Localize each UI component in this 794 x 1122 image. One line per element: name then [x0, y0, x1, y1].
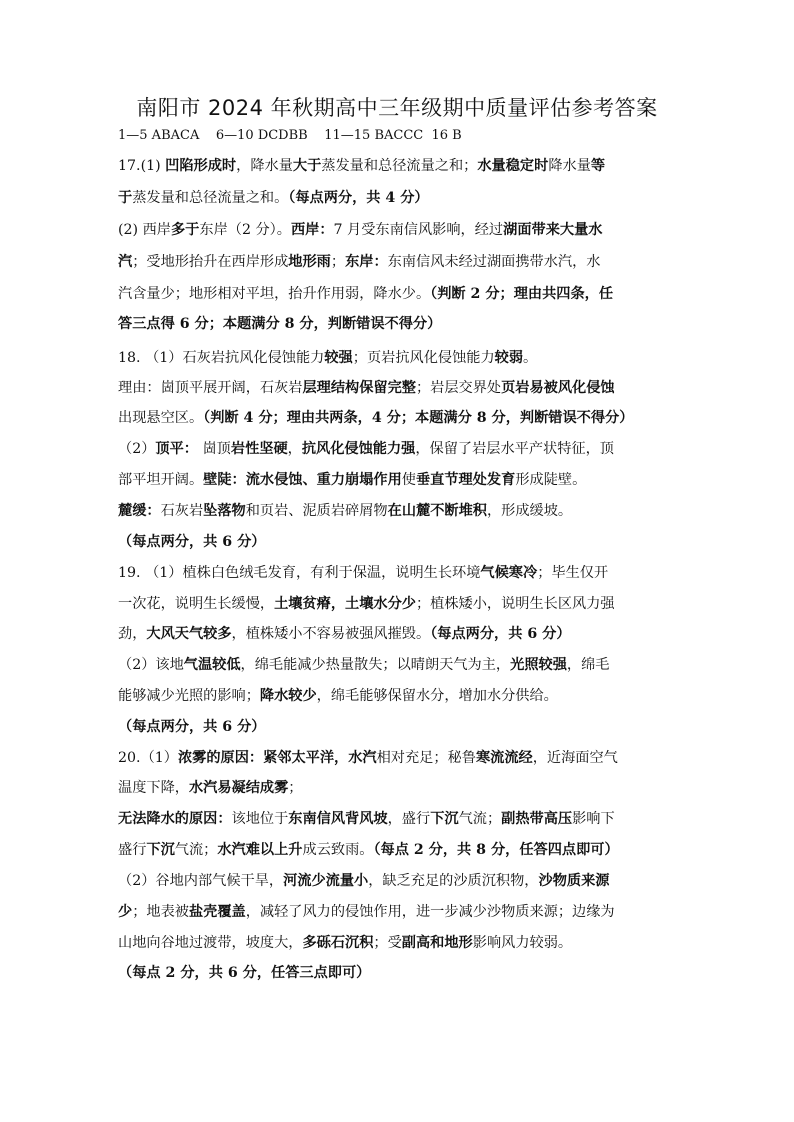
- bold-answer-text: 下沉: [146, 842, 175, 858]
- bold-answer-text: （每点两分，共 6 分）: [430, 626, 571, 642]
- multiple-choice-answers: 1—5 ABACA 6—10 DCDBB 11—15 BACCC 16 B: [118, 128, 462, 143]
- answer-line: [118, 348, 537, 368]
- bold-answer-text: （每点 2 分，共 8 分，任答四点即可）: [373, 842, 619, 858]
- answer-text: 17.(1): [118, 158, 166, 174]
- answer-line: [118, 532, 265, 552]
- answer-text: 理由：崮顶平展开阔，石灰岩: [118, 380, 303, 396]
- bold-answer-text: 少: [118, 904, 133, 920]
- answer-text: 相对充足；秘鲁: [376, 750, 476, 766]
- answer-line: [118, 871, 609, 891]
- answer-line: [118, 408, 633, 428]
- bold-answer-text: 湖面带来大量水: [503, 222, 603, 238]
- bold-answer-text: 较弱: [494, 350, 524, 366]
- answer-line: [118, 220, 602, 240]
- answer-text: 部平坦开阔。: [118, 472, 204, 488]
- answer-line: [118, 156, 605, 176]
- bold-answer-text: 副高和地形: [401, 935, 473, 951]
- answer-text: 影响风力较弱。: [472, 935, 573, 951]
- answer-text: 气流；: [458, 811, 502, 827]
- bold-answer-text: 寒流流经: [475, 750, 533, 766]
- bold-answer-text: 副热带高压: [501, 811, 573, 827]
- answer-text: (2) 西岸: [118, 222, 171, 238]
- bold-answer-text: （每点两分，共 4 分）: [288, 190, 429, 206]
- answer-line: [118, 748, 618, 768]
- answer-text: ；受: [373, 935, 402, 951]
- answer-text: ，植株矮小不容易被强风摧毁。: [231, 626, 431, 642]
- answer-line: [118, 624, 571, 644]
- bold-answer-text: 凹陷形成时: [165, 158, 237, 174]
- bold-answer-text: 多于: [170, 222, 200, 238]
- answer-text: ；受地形抬升在西岸形成: [132, 254, 289, 270]
- bold-answer-text: （判断 4 分；理由共两条，4 分；本题满分 8 分，判断错误不得分）: [203, 410, 634, 426]
- bold-answer-text: （每点两分，共 6 分）: [118, 534, 266, 550]
- bold-answer-text: 壁陡：流水侵蚀、重力崩塌作用: [203, 472, 402, 488]
- bold-answer-text: 地形雨: [288, 254, 331, 270]
- answer-text: ，降水量: [236, 158, 293, 174]
- bold-answer-text: 垂直节理处发育: [415, 472, 516, 488]
- answer-text: 影响下: [572, 811, 615, 827]
- answer-text: ，绵毛能够保留水分，增加水分供给。: [316, 688, 558, 704]
- bold-answer-text: 水汽难以上升: [217, 842, 303, 858]
- answer-text: 降水量: [548, 158, 591, 174]
- bold-answer-text: 无法降水的原因：: [118, 811, 232, 827]
- bold-answer-text: 降水较少: [259, 688, 317, 704]
- answer-text: 汽含量少；地形相对平坦，抬升作用弱，降水少。: [118, 286, 431, 302]
- answer-line: [118, 284, 613, 304]
- bold-answer-text: 气温较低: [183, 657, 241, 673]
- answer-text: ，形成缓坡。: [486, 503, 573, 519]
- answer-text: ；: [330, 254, 346, 270]
- answer-text: 出现悬空区。: [118, 410, 204, 426]
- answer-line: [118, 252, 600, 272]
- bold-answer-text: 在山麓不断堆积: [387, 503, 487, 519]
- bold-answer-text: （判断 2 分；理由共四条，任: [430, 286, 614, 302]
- answer-line: [118, 439, 614, 459]
- bold-answer-text: 坠落物: [203, 503, 246, 519]
- answer-line: [118, 655, 609, 675]
- answer-text: 温度下降，: [118, 780, 189, 796]
- answer-line: [118, 188, 429, 208]
- answer-line: [118, 840, 619, 860]
- answer-text: 山地向谷地过渡带，坡度大，: [118, 935, 303, 951]
- answer-line: [118, 717, 265, 737]
- answer-text: 形成陡壁。: [515, 472, 587, 488]
- answer-text: ，减轻了风力的侵蚀作用，进一步减少沙物质来源；边缘为: [245, 904, 615, 920]
- bold-answer-text: 等: [590, 158, 606, 174]
- answer-text: 。: [523, 350, 538, 366]
- answer-text: 劲，: [118, 626, 147, 642]
- bold-answer-text: 大风天气较多: [146, 626, 232, 642]
- answer-line: [118, 933, 572, 953]
- answer-text: 东南信风未经过湖面携带水汽，水: [387, 254, 601, 270]
- bold-answer-text: 顶平：: [155, 441, 198, 457]
- answer-text: 和页岩、泥质岩碎屑物: [245, 503, 388, 519]
- bold-answer-text: 层理结构保留完整: [302, 380, 416, 396]
- bold-answer-text: （每点 2 分，共 6 分，任答三点即可）: [118, 965, 371, 981]
- answer-text: ，绵毛: [566, 657, 610, 673]
- answer-text: （2）谷地内部气候干旱，: [118, 873, 284, 889]
- answer-text: ，近海面空气: [532, 750, 618, 766]
- answer-text: 蒸发量和总径流量之和。: [132, 190, 289, 206]
- bold-answer-text: 东南信风背风坡: [288, 811, 388, 827]
- answer-line: [118, 378, 615, 398]
- bold-answer-text: 汽: [118, 254, 133, 270]
- bold-answer-text: 西岸：: [290, 222, 334, 238]
- answer-text: ，缺乏充足的沙质沉积物，: [368, 873, 539, 889]
- bold-answer-text: 土壤贫瘠，土壤水分少: [274, 596, 416, 612]
- answer-text: ，: [287, 441, 302, 457]
- answer-text: ，绵毛能减少热量散失；以晴朗天气为主，: [240, 657, 511, 673]
- answer-text: 成云致雨。: [302, 842, 374, 858]
- bold-answer-text: 岩性坚硬: [230, 441, 288, 457]
- bold-answer-text: 答三点得 6 分；本题满分 8 分，判断错误不得分）: [118, 316, 442, 332]
- answer-line: [118, 778, 302, 798]
- bold-answer-text: （每点两分，共 6 分）: [118, 719, 266, 735]
- bold-answer-text: 水量稳定时: [477, 158, 549, 174]
- answer-text: 18. （1）石灰岩抗风化侵蚀能力: [118, 350, 325, 366]
- bold-answer-text: 页岩易被风化侵蚀: [501, 380, 615, 396]
- answer-text: 使: [401, 472, 416, 488]
- bold-answer-text: 沙物质来源: [538, 873, 610, 889]
- answer-text: 一次花，说明生长缓慢，: [118, 596, 275, 612]
- answer-text: 崮顶: [197, 441, 231, 457]
- bold-answer-text: 大于: [292, 158, 322, 174]
- bold-answer-text: 河流少流量小: [283, 873, 369, 889]
- answer-text: 蒸发量和总径流量之和；: [321, 158, 478, 174]
- answer-text: ；植株矮小，说明生长区风力强: [415, 596, 615, 612]
- answer-line: [118, 563, 608, 583]
- answer-text: （2）该地: [118, 657, 184, 673]
- bold-answer-text: 盐壳覆盖: [188, 904, 246, 920]
- page-title: 南阳市 2024 年秋期高中三年级期中质量评估参考答案: [136, 96, 658, 120]
- bold-answer-text: 光照较强: [510, 657, 567, 673]
- answer-text: 20.（1）: [118, 750, 178, 766]
- answer-line: [118, 686, 558, 706]
- bold-answer-text: 水汽易凝结成雾: [188, 780, 289, 796]
- bold-answer-text: 东岸：: [345, 254, 388, 270]
- answer-text: ；页岩抗风化侵蚀能力: [352, 350, 495, 366]
- answer-line: [118, 963, 370, 983]
- answer-line: [118, 501, 572, 521]
- bold-answer-text: 较强: [324, 350, 353, 366]
- answer-line: [118, 902, 615, 922]
- answer-text: ，保留了岩层水平产状特征，顶: [415, 441, 614, 457]
- answer-text: 能够减少光照的影响；: [118, 688, 260, 704]
- answer-line: [118, 470, 586, 490]
- answer-text: （2）: [118, 441, 156, 457]
- bold-answer-text: 下沉: [430, 811, 459, 827]
- answer-text: ；: [288, 780, 303, 796]
- answer-text: 该地位于: [231, 811, 289, 827]
- bold-answer-text: 抗风化侵蚀能力强: [301, 441, 416, 457]
- answer-text: ；岩层交界处: [415, 380, 502, 396]
- answer-line: [118, 314, 441, 334]
- bold-answer-text: 浓雾的原因：紧邻太平洋，水汽: [177, 750, 377, 766]
- answer-text: 7 月受东南信风影响，经过: [333, 222, 504, 238]
- answer-text: ，盛行: [387, 811, 431, 827]
- answer-line: [118, 594, 615, 614]
- answer-text: ；毕生仅开: [537, 565, 609, 581]
- bold-answer-text: 麓缓：: [118, 503, 161, 519]
- bold-answer-text: 于: [118, 190, 133, 206]
- answer-text: ；地表被: [132, 904, 189, 920]
- answer-text: 石灰岩: [160, 503, 204, 519]
- answer-text: 19. （1）植株白色绒毛发育，有利于保温，说明生长环境: [118, 565, 481, 581]
- answer-text: 东岸（2 分）。: [199, 222, 291, 238]
- bold-answer-text: 气候寒冷: [480, 565, 538, 581]
- answer-line: [118, 809, 615, 829]
- answer-text: 气流；: [174, 842, 218, 858]
- answer-text: 盛行: [118, 842, 147, 858]
- bold-answer-text: 多砾石沉积: [302, 935, 374, 951]
